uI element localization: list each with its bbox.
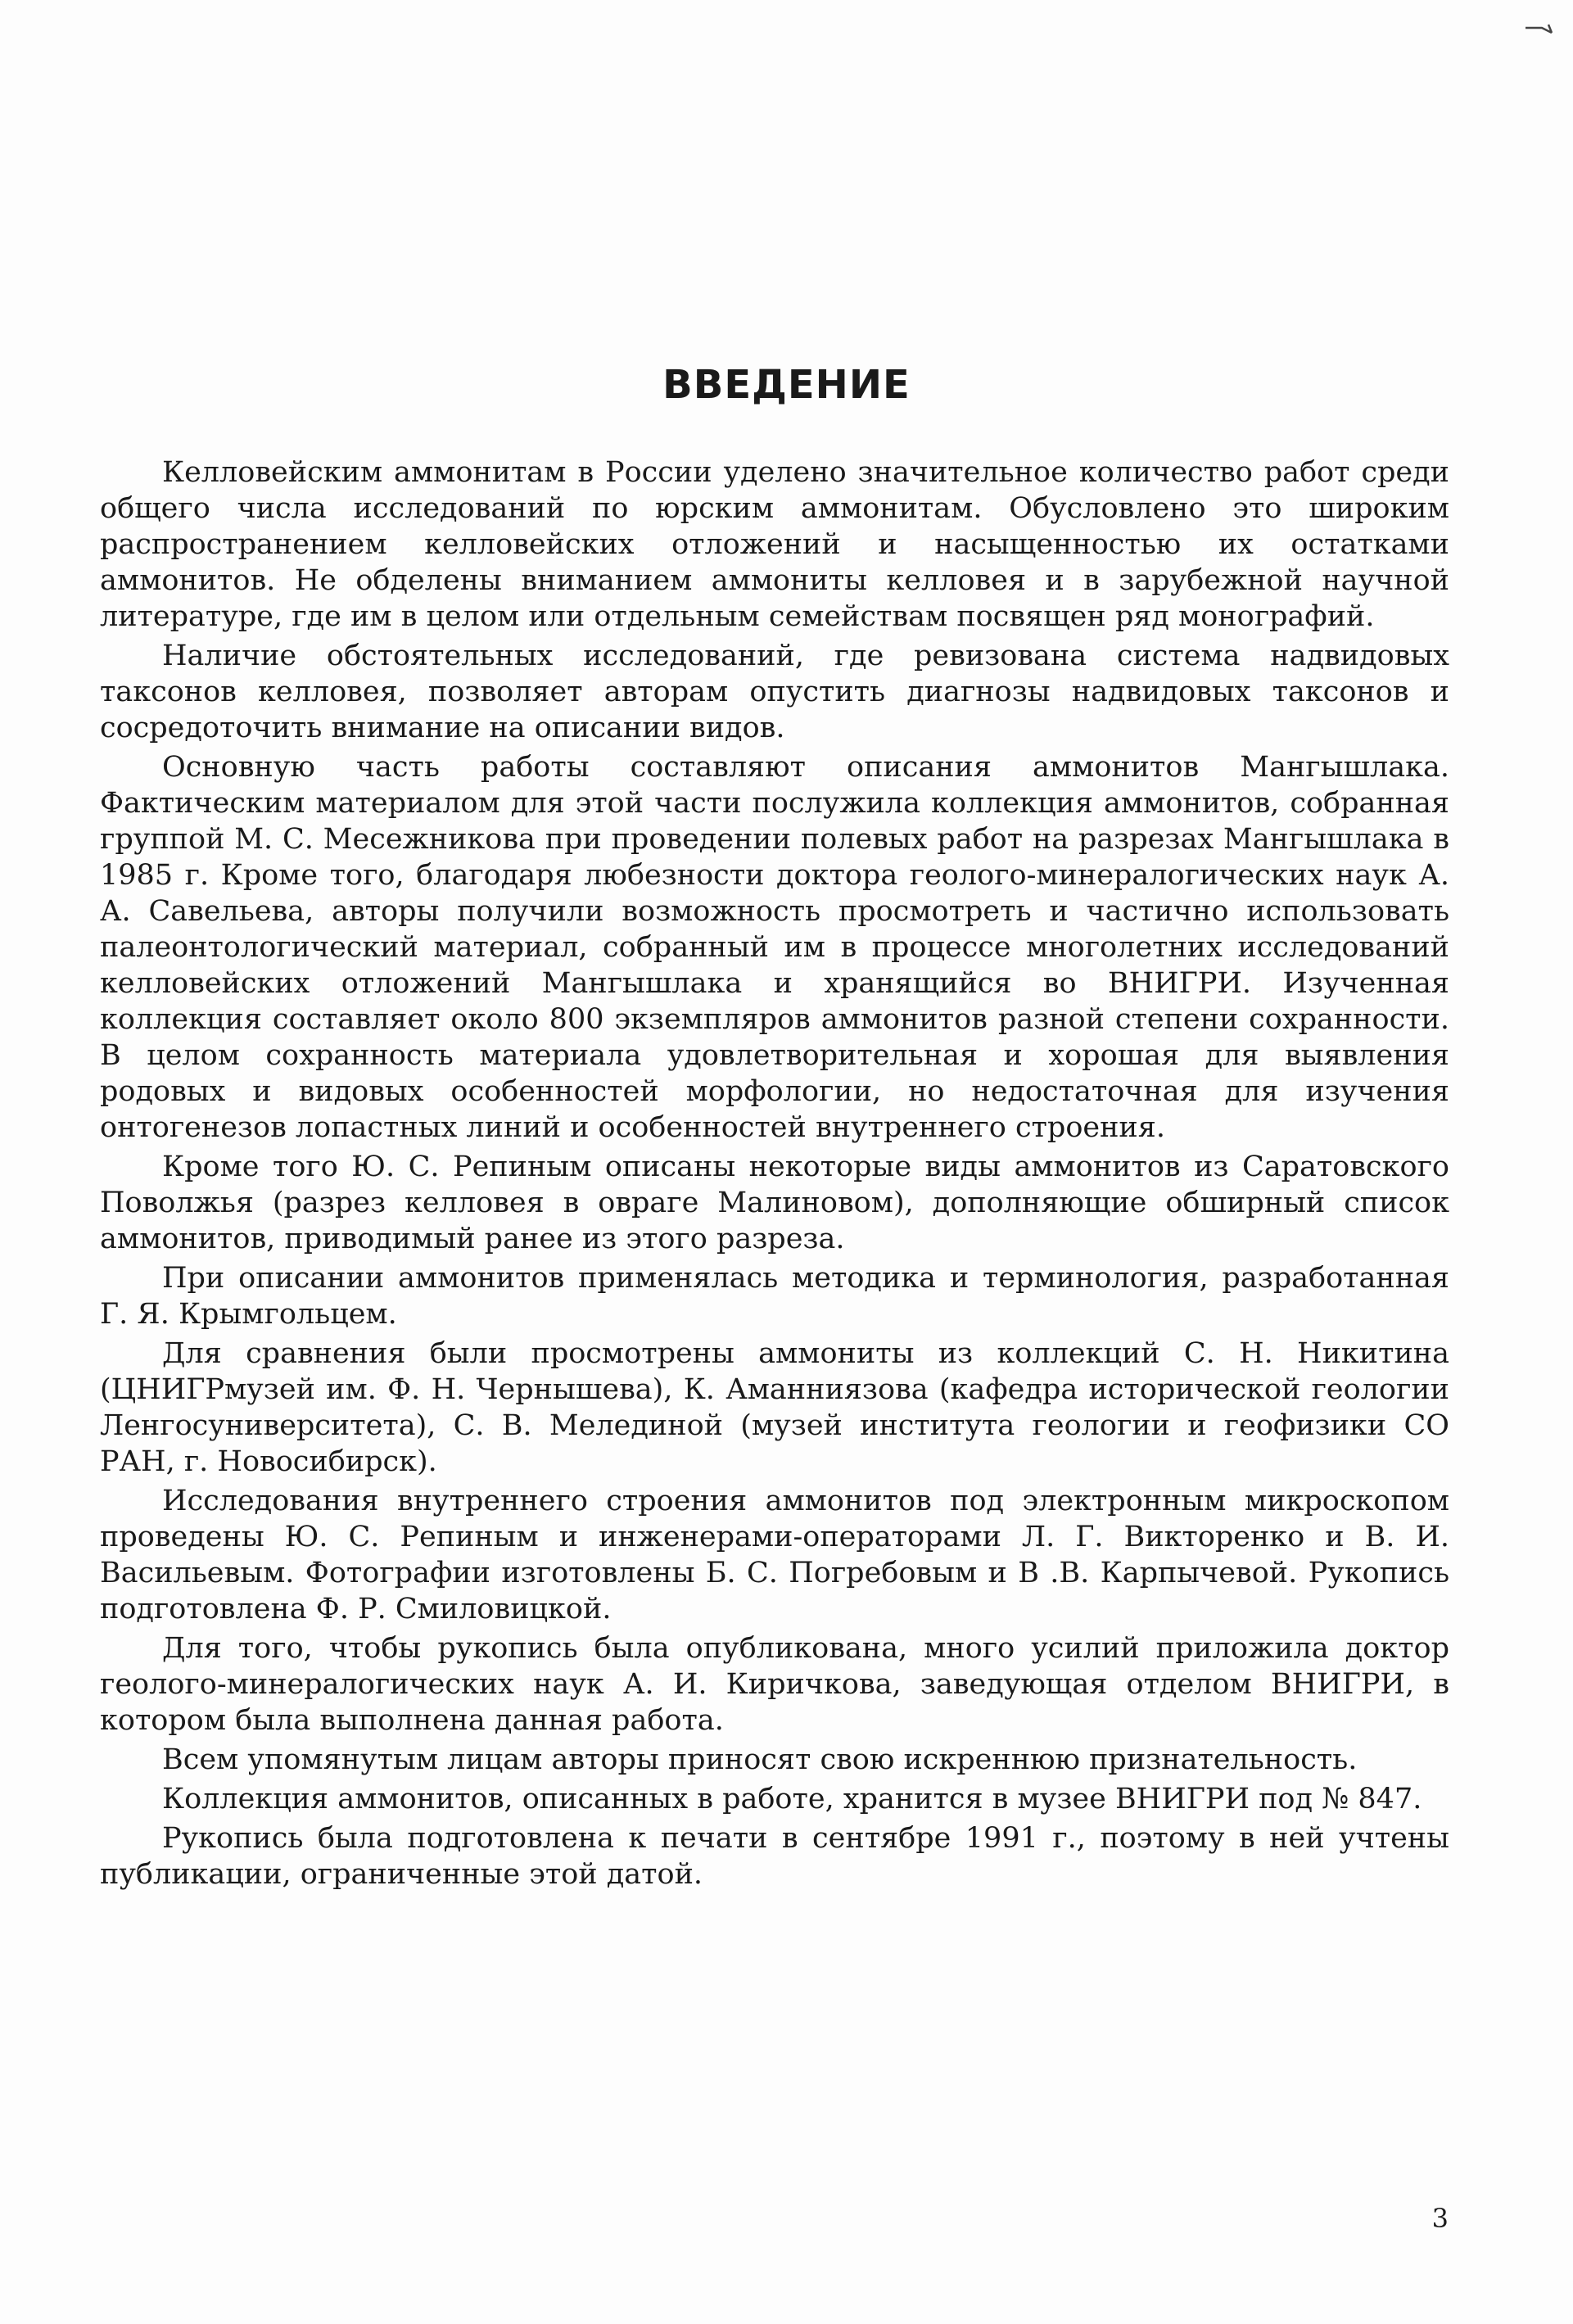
paragraph: Всем упомянутым лицам авторы приносят свою искреннюю признательность. [162,1743,1358,1776]
paragraph: Основную часть работы составляют описания аммонитов Мангышлака. Фактическим материалом для этой части послужила коллекция аммонитов, собранная группой М. С. Месежникова при проведении полевых работ на разрезах Мангышлака в 1985 г. Кроме того, благодаря любезности доктора геолого-минералогических наук А. А. Савельева, авторы получили возможность просмотреть и частично использовать палеонтологический материал, собранный им в процессе многолетних исследований келловейских отложений Мангышлака и хранящийся во ВНИГРИ. Изученная коллекция составляет около 800 экземпляров аммонитов разной степени сохранности. В целом сохранность материала удовлетворительная и хорошая для выявления родовых и видовых особенностей морфологии, но недостаточная для изучения онтогенезов лопастных линий и особенностей внутреннего строения. [100,751,1449,1144]
paragraph: Для того, чтобы рукопись была опубликована, много усилий приложила доктор геолого-минералогических наук А. И. Киричкова, заведующая отделом ВНИГРИ, в котором была выполнена данная работа. [100,1632,1449,1737]
paragraph: Кроме того Ю. С. Репиным описаны некоторые виды аммонитов из Саратовского Поволжья (разрез келловея в овраге Малиновом), дополняющие обширный список аммонитов, приводимый ранее из этого разреза. [100,1151,1449,1255]
paragraph: При описании аммонитов применялась методика и терминология, разработанная Г. Я. Крымгольцем. [100,1262,1449,1331]
page-title: ВВЕДЕНИЕ [662,362,911,408]
paragraph: Исследования внутреннего строения аммонитов под электронным микроскопом проведены Ю. С. Репиным и инженерами-операторами Л. Г. Викторенко и В. И. Васильевым. Фотографии изготовлены Б. С. Погребовым и В .В. Карпычевой. Рукопись подготовлена Ф. Р. Смиловицкой. [100,1485,1449,1625]
body-text [100,454,1449,1896]
page-number: 3 [1431,2203,1449,2234]
paragraph: Рукопись была подготовлена к печати в сентябре 1991 г., поэтому в ней учтены публикации, ограниченные этой датой. [100,1822,1449,1891]
paragraph: Для сравнения были просмотрены аммониты из коллекций С. Н. Никитина (ЦНИГРмузей им. Ф. Н. Чернышева), К. Аманниязова (кафедра исторической геологии Ленгосуниверситета), С. В. Мелединой (музей института геологии и геофизики СО РАН, г. Новосибирск). [100,1337,1449,1478]
paragraph: Келловейским аммонитам в России уделено значительное количество работ среди общего числа исследований по юрским аммонитам. Обусловлено это широким распространением келловейских отложений и насыщенностью их остатками аммонитов. Не обделены вниманием аммониты келловея и в зарубежной научной литературе, где им в целом или отдельным семействам посвящен ряд монографий. [100,456,1449,633]
paragraph: Наличие обстоятельных исследований, где ревизована система надвидовых таксонов келловея, позволяет авторам опустить диагнозы надвидовых таксонов и сосредоточить внимание на описании видов. [100,640,1449,744]
scan-mark-icon [1524,21,1557,38]
paragraph: Коллекция аммонитов, описанных в работе, хранится в музее ВНИГРИ под № 847. [162,1783,1422,1815]
